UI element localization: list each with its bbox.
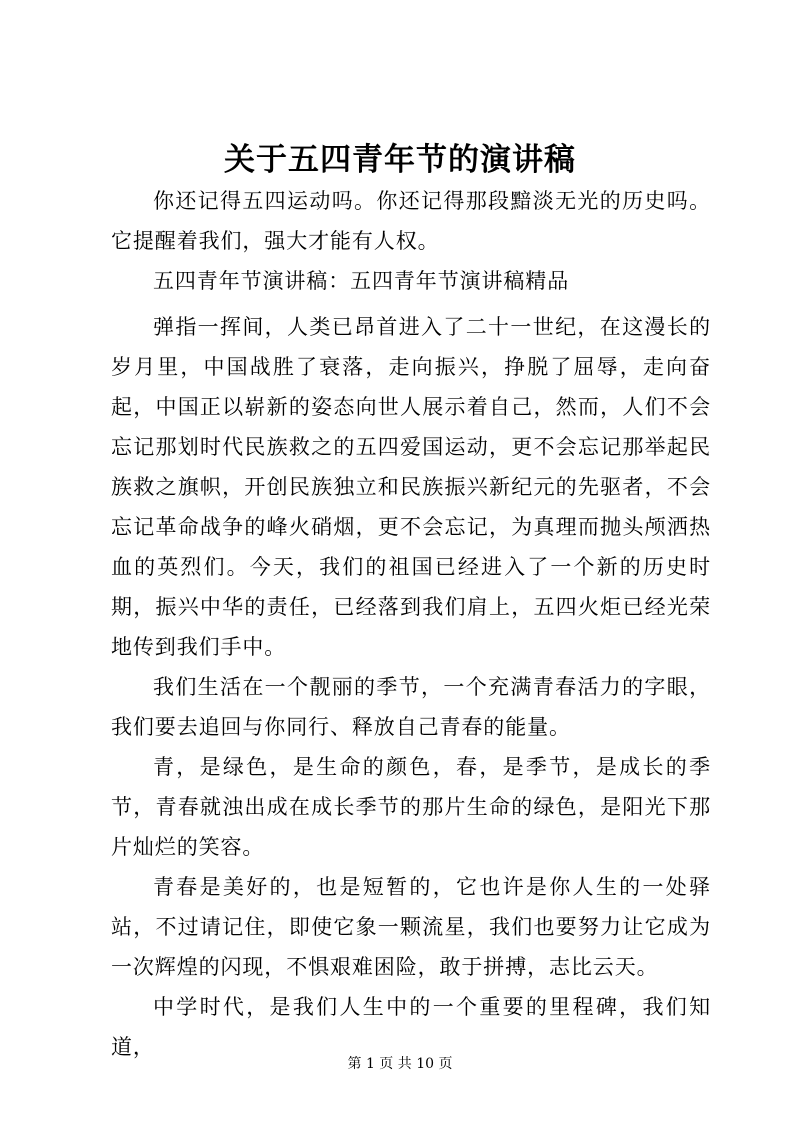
paragraph-school: 中学时代，是我们人生中的一个重要的里程碑，我们知道， [111,995,711,1059]
document-body [111,181,711,1067]
paragraph-history: 弹指一挥间，人类已昂首进入了二十一世纪，在这漫长的岁月里，中国战胜了衰落，走向振兴，挣脱了屈辱，走向奋起，中国正以崭新的姿态向世人展示着自己，然而，人们不会忘记那划时代民族救之的五四爱国运动，更不会忘记那举起民族救之旗帜，开创民族独立和民族振兴新纪元的先驱者，不会忘记革命战争的峰火硝烟，更不会忘记，为真理而抛头颅洒热血的英烈们。今天，我们的祖国已经进入了一个新的历史时期，振兴中华的责任，已经落到我们肩上，五四火炬已经光荣地传到我们手中。 [111,315,711,659]
paragraph-subtitle: 五四青年节演讲稿：五四青年节演讲稿精品 [153,269,570,293]
paragraph-season: 我们生活在一个靓丽的季节，一个充满青春活力的字眼，我们要去追回与你同行、释放自己青春的能量。 [111,675,711,739]
paragraph-green: 青，是绿色，是生命的颜色，春，是季节，是成长的季节，青春就浊出成在成长季节的那片生命的绿色，是阳光下那片灿烂的笑容。 [111,755,711,859]
paragraph-youth: 青春是美好的，也是短暂的，它也许是你人生的一处驿站，不过请记住，即使它象一颗流星，我们也要努力让它成为一次辉煌的闪现，不惧艰难困险，敢于拼搏，志比云天。 [111,875,711,979]
document-title: 关于五四青年节的演讲稿 [224,142,576,178]
page-footer: 第 1 页 共 10 页 [347,1056,453,1072]
paragraph-intro: 你还记得五四运动吗。你还记得那段黯淡无光的历史吗。它提醒着我们，强大才能有人权。 [111,189,711,253]
